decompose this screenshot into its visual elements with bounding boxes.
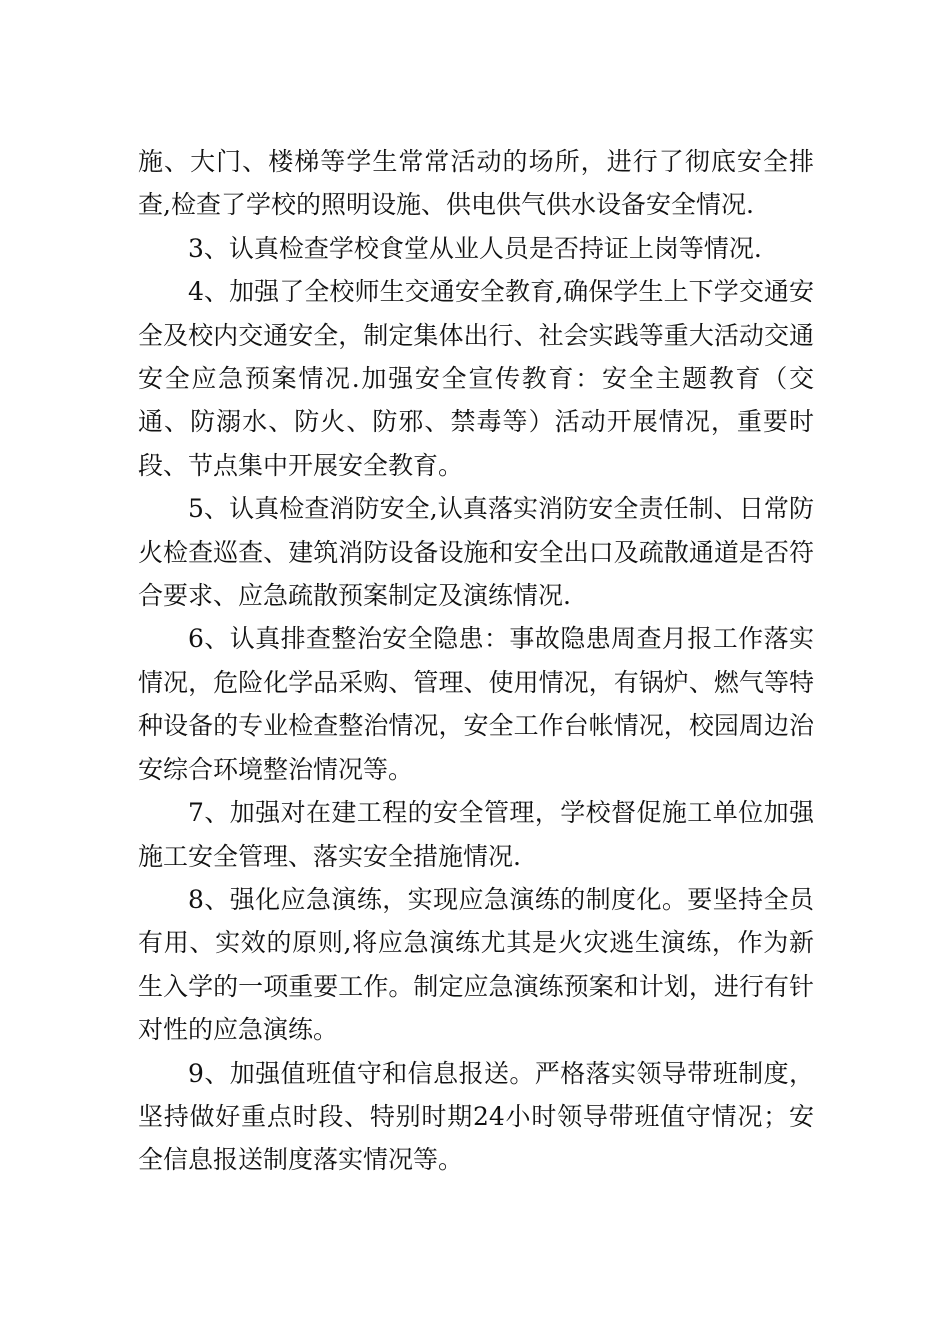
paragraph-item-5: 5、认真检查消防安全,认真落实消防安全责任制、日常防火检查巡查、建筑消防设备设施和安全出口及疏散通道是否符合要求、应急疏散预案制定及演练情况. bbox=[138, 494, 814, 611]
paragraph-item-9: 9、加强值班值守和信息报送。严格落实领导带班制度，坚持做好重点时段、特别时期24小时领导带班值守情况；安全信息报送制度落实情况等。 bbox=[138, 1058, 814, 1175]
paragraph-item-7: 7、加强对在建工程的安全管理，学校督促施工单位加强施工安全管理、落实安全措施情况. bbox=[138, 798, 814, 871]
paragraph-item-8: 8、强化应急演练，实现应急演练的制度化。要坚持全员有用、实效的原则,将应急演练尤其是火灾逃生演练，作为新生入学的一项重要工作。制定应急演练预案和计划，进行有针对性的应急演练。 bbox=[138, 884, 814, 1045]
paragraph-item-4: 4、加强了全校师生交通安全教育,确保学生上下学交通安全及校内交通安全，制定集体出行、社会实践等重大活动交通安全应急预案情况.加强安全宣传教育：安全主题教育（交通、防溺水、防火、防邪、禁毒等）活动开展情况，重要时段、节点集中开展安全教育。 bbox=[138, 277, 814, 480]
paragraph-item-6: 6、认真排查整治安全隐患：事故隐患周查月报工作落实情况，危险化学品采购、管理、使用情况，有锅炉、燃气等特种设备的专业检查整治情况，安全工作台帐情况，校园周边治安综合环境整治情况等。 bbox=[138, 624, 814, 784]
paragraph-continuation: 施、大门、楼梯等学生常常活动的场所，进行了彻底安全排查,检查了学校的照明设施、供电供气供水设备安全情况. bbox=[138, 147, 814, 220]
paragraph-item-3: 3、认真检查学校食堂从业人员是否持证上岗等情况. bbox=[188, 233, 762, 263]
document-body bbox=[138, 140, 814, 1182]
